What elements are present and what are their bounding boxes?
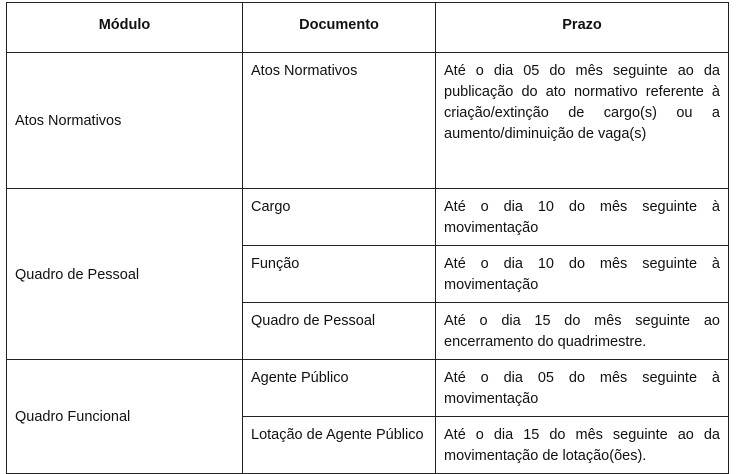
documento-cell: Lotação de Agente Público: [243, 417, 436, 474]
documento-cell: Quadro de Pessoal: [243, 303, 436, 360]
deadlines-table: [6, 2, 729, 474]
table-row: [7, 53, 729, 189]
prazo-cell: Até o dia 15 do mês seguinte ao da movimentação de lotação(ões).: [436, 417, 729, 474]
prazo-cell: Até o dia 15 do mês seguinte ao encerramento do quadrimestre.: [436, 303, 729, 360]
prazo-cell: Até o dia 10 do mês seguinte à movimentação: [436, 189, 729, 246]
modulo-cell: Quadro Funcional: [7, 360, 243, 474]
documento-cell: Agente Público: [243, 360, 436, 417]
documento-cell: Cargo: [243, 189, 436, 246]
modulo-cell: Atos Normativos: [7, 53, 243, 189]
documento-cell: Atos Normativos: [243, 53, 436, 189]
prazo-cell: Até o dia 05 do mês seguinte ao da publicação do ato normativo referente à criação/extinção de cargo(s) ou a aumento/diminuição de vaga(s): [436, 53, 729, 189]
prazo-cell: Até o dia 10 do mês seguinte à movimentação: [436, 246, 729, 303]
table-row: [7, 360, 729, 417]
table-row: [7, 189, 729, 246]
header-documento: Documento: [243, 3, 436, 53]
header-modulo: Módulo: [7, 3, 243, 53]
documento-cell: Função: [243, 246, 436, 303]
modulo-cell: Quadro de Pessoal: [7, 189, 243, 360]
prazo-cell: Até o dia 05 do mês seguinte à movimentação: [436, 360, 729, 417]
header-row: [7, 3, 729, 53]
header-prazo: Prazo: [436, 3, 729, 53]
